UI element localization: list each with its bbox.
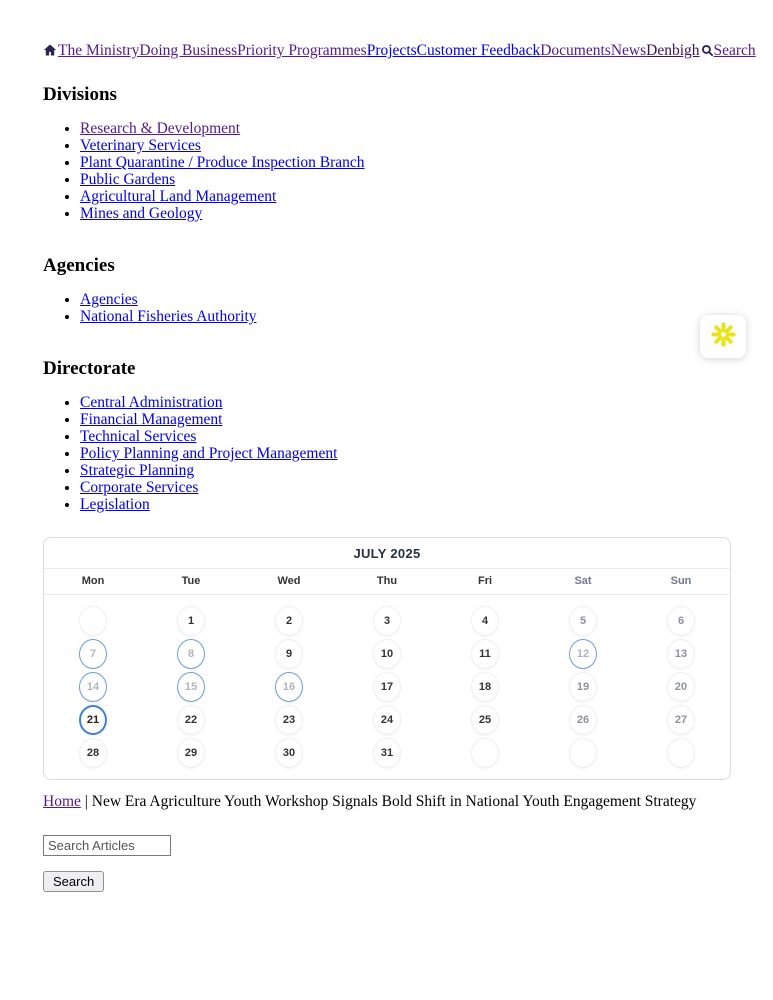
calendar-day-31[interactable]: 31 <box>373 738 401 768</box>
calendar-day-10[interactable]: 10 <box>373 639 401 669</box>
list-item <box>80 445 731 462</box>
calendar-day-25[interactable]: 25 <box>471 705 499 735</box>
calendar-cell <box>44 604 142 637</box>
calendar-cell <box>240 736 338 769</box>
nav-link-customer-feedback[interactable]: Customer Feedback <box>416 42 541 59</box>
nav-link-news[interactable]: News <box>610 42 647 59</box>
calendar-cell <box>240 637 338 670</box>
list-item <box>80 496 731 513</box>
search-icon[interactable] <box>701 44 714 62</box>
list-item <box>80 308 731 325</box>
calendar-cell <box>534 670 632 703</box>
calendar-cell <box>44 637 142 670</box>
nav-link-doing-business[interactable]: Doing Business <box>139 42 238 59</box>
calendar-cell <box>338 736 436 769</box>
calendar-day-18[interactable]: 18 <box>471 672 499 702</box>
calendar-day-header-sat: Sat <box>574 575 592 587</box>
calendar-cell <box>436 670 534 703</box>
calendar-day-header-tue: Tue <box>181 575 201 587</box>
calendar-cell <box>338 637 436 670</box>
nav-link-the-ministry[interactable]: The Ministry <box>58 42 140 59</box>
top-nav-links <box>58 42 700 59</box>
link-agencies[interactable]: Agencies <box>80 291 138 308</box>
link-policy-planning-and-project-management[interactable]: Policy Planning and Project Management <box>80 445 338 462</box>
list-item <box>80 479 731 496</box>
calendar-cell <box>436 604 534 637</box>
link-central-administration[interactable]: Central Administration <box>80 394 223 411</box>
search-button[interactable]: Search <box>43 871 104 892</box>
calendar-day-5[interactable]: 5 <box>569 606 597 636</box>
calendar-day-15[interactable]: 15 <box>177 672 205 702</box>
calendar-cell <box>44 736 142 769</box>
calendar-cell <box>436 637 534 670</box>
search-form <box>43 835 731 892</box>
calendar-day-17[interactable]: 17 <box>373 672 401 702</box>
calendar-day-29[interactable]: 29 <box>177 738 205 768</box>
section-directorate <box>43 358 731 513</box>
calendar-day-header-mon: Mon <box>81 575 105 587</box>
calendar-day-30[interactable]: 30 <box>275 738 303 768</box>
link-agricultural-land-management[interactable]: Agricultural Land Management <box>80 188 277 205</box>
calendar-day-21[interactable]: 21 <box>79 705 107 735</box>
calendar-day-1[interactable]: 1 <box>177 606 205 636</box>
calendar-cell <box>436 703 534 736</box>
link-plant-quarantine-produce-inspection-branch[interactable]: Plant Quarantine / Produce Inspection Branch <box>80 154 365 171</box>
calendar-cell <box>534 736 632 769</box>
asterisk-icon <box>710 321 737 353</box>
calendar-day-11[interactable]: 11 <box>471 639 499 669</box>
calendar-cell <box>632 670 730 703</box>
page-title: New Era Agriculture Youth Workshop Signals Bold Shift in National Youth Engagement Strategy <box>91 793 697 810</box>
calendar-cell <box>142 736 240 769</box>
calendar-day-header-sun: Sun <box>670 575 692 587</box>
calendar-day-14[interactable]: 14 <box>79 672 107 702</box>
link-veterinary-services[interactable]: Veterinary Services <box>80 137 201 154</box>
section-agencies <box>43 255 731 325</box>
calendar-day-headers <box>44 569 730 595</box>
link-technical-services[interactable]: Technical Services <box>80 428 197 445</box>
section-link-list <box>43 120 731 222</box>
calendar-cell <box>142 703 240 736</box>
link-strategic-planning[interactable]: Strategic Planning <box>80 462 195 479</box>
nav-link-denbigh[interactable]: Denbigh <box>646 42 700 59</box>
nav-link-priority-programmes[interactable]: Priority Programmes <box>237 42 367 59</box>
calendar-cell <box>240 670 338 703</box>
list-item <box>80 154 731 171</box>
calendar-cell <box>436 736 534 769</box>
calendar-day-empty <box>79 606 107 636</box>
list-item <box>80 291 731 308</box>
calendar-day-2[interactable]: 2 <box>275 606 303 636</box>
calendar-day-empty <box>569 738 597 768</box>
link-public-gardens[interactable]: Public Gardens <box>80 171 176 188</box>
link-national-fisheries-authority[interactable]: National Fisheries Authority <box>80 308 257 325</box>
section-link-list <box>43 291 731 325</box>
calendar-title: JULY 2025 <box>44 538 730 569</box>
calendar <box>43 537 731 780</box>
calendar-day-27[interactable]: 27 <box>667 705 695 735</box>
calendar-day-3[interactable]: 3 <box>373 606 401 636</box>
calendar-day-19[interactable]: 19 <box>569 672 597 702</box>
calendar-day-empty <box>667 738 695 768</box>
nav-search-link[interactable]: Search <box>713 42 756 59</box>
search-input[interactable] <box>43 835 171 856</box>
calendar-day-6[interactable]: 6 <box>667 606 695 636</box>
calendar-day-28[interactable]: 28 <box>79 738 107 768</box>
calendar-cell <box>632 736 730 769</box>
calendar-day-4[interactable]: 4 <box>471 606 499 636</box>
link-corporate-services[interactable]: Corporate Services <box>80 479 199 496</box>
calendar-day-7[interactable]: 7 <box>79 639 107 669</box>
section-heading: Divisions <box>43 84 117 105</box>
breadcrumb-home-link[interactable]: Home <box>43 793 81 810</box>
home-icon[interactable] <box>43 43 57 62</box>
list-item <box>80 462 731 479</box>
top-nav <box>43 42 756 62</box>
link-mines-and-geology[interactable]: Mines and Geology <box>80 205 203 222</box>
calendar-day-13[interactable]: 13 <box>667 639 695 669</box>
calendar-grid <box>44 595 730 779</box>
section-heading: Agencies <box>43 255 115 276</box>
calendar-day-header-wed: Wed <box>277 575 301 587</box>
calendar-day-header-fri: Fri <box>477 575 493 587</box>
calendar-cell <box>142 604 240 637</box>
section-heading: Directorate <box>43 358 136 379</box>
calendar-cell <box>534 703 632 736</box>
calendar-cell <box>44 670 142 703</box>
calendar-day-23[interactable]: 23 <box>275 705 303 735</box>
section-link-list <box>43 394 731 513</box>
calendar-cell <box>338 703 436 736</box>
list-item <box>80 171 731 188</box>
accessibility-widget-button[interactable] <box>700 315 746 358</box>
list-item <box>80 394 731 411</box>
list-item <box>80 120 731 137</box>
link-research-development[interactable]: Research & Development <box>80 120 241 137</box>
calendar-cell <box>534 604 632 637</box>
calendar-cell <box>632 703 730 736</box>
calendar-day-26[interactable]: 26 <box>569 705 597 735</box>
list-item <box>80 428 731 445</box>
calendar-cell <box>534 637 632 670</box>
breadcrumb-separator: | <box>80 793 92 810</box>
link-legislation[interactable]: Legislation <box>80 496 150 513</box>
calendar-cell <box>632 604 730 637</box>
link-financial-management[interactable]: Financial Management <box>80 411 223 428</box>
calendar-cell <box>142 670 240 703</box>
calendar-day-empty <box>471 738 499 768</box>
nav-link-projects[interactable]: Projects <box>366 42 417 59</box>
calendar-cell <box>142 637 240 670</box>
calendar-day-20[interactable]: 20 <box>667 672 695 702</box>
calendar-day-16[interactable]: 16 <box>275 672 303 702</box>
calendar-day-24[interactable]: 24 <box>373 705 401 735</box>
calendar-day-9[interactable]: 9 <box>275 639 303 669</box>
list-item <box>80 188 731 205</box>
nav-link-documents[interactable]: Documents <box>540 42 611 59</box>
list-item <box>80 411 731 428</box>
calendar-day-8[interactable]: 8 <box>177 639 205 669</box>
calendar-cell <box>338 604 436 637</box>
calendar-cell <box>240 604 338 637</box>
calendar-day-header-thu: Thu <box>376 575 398 587</box>
section-divisions <box>43 84 731 222</box>
sections <box>43 84 731 513</box>
calendar-cell <box>44 703 142 736</box>
calendar-cell <box>338 670 436 703</box>
calendar-day-12[interactable]: 12 <box>569 639 597 669</box>
list-item <box>80 205 731 222</box>
calendar-day-22[interactable]: 22 <box>177 705 205 735</box>
breadcrumb <box>43 793 731 811</box>
calendar-cell <box>240 703 338 736</box>
list-item <box>80 137 731 154</box>
calendar-cell <box>632 637 730 670</box>
